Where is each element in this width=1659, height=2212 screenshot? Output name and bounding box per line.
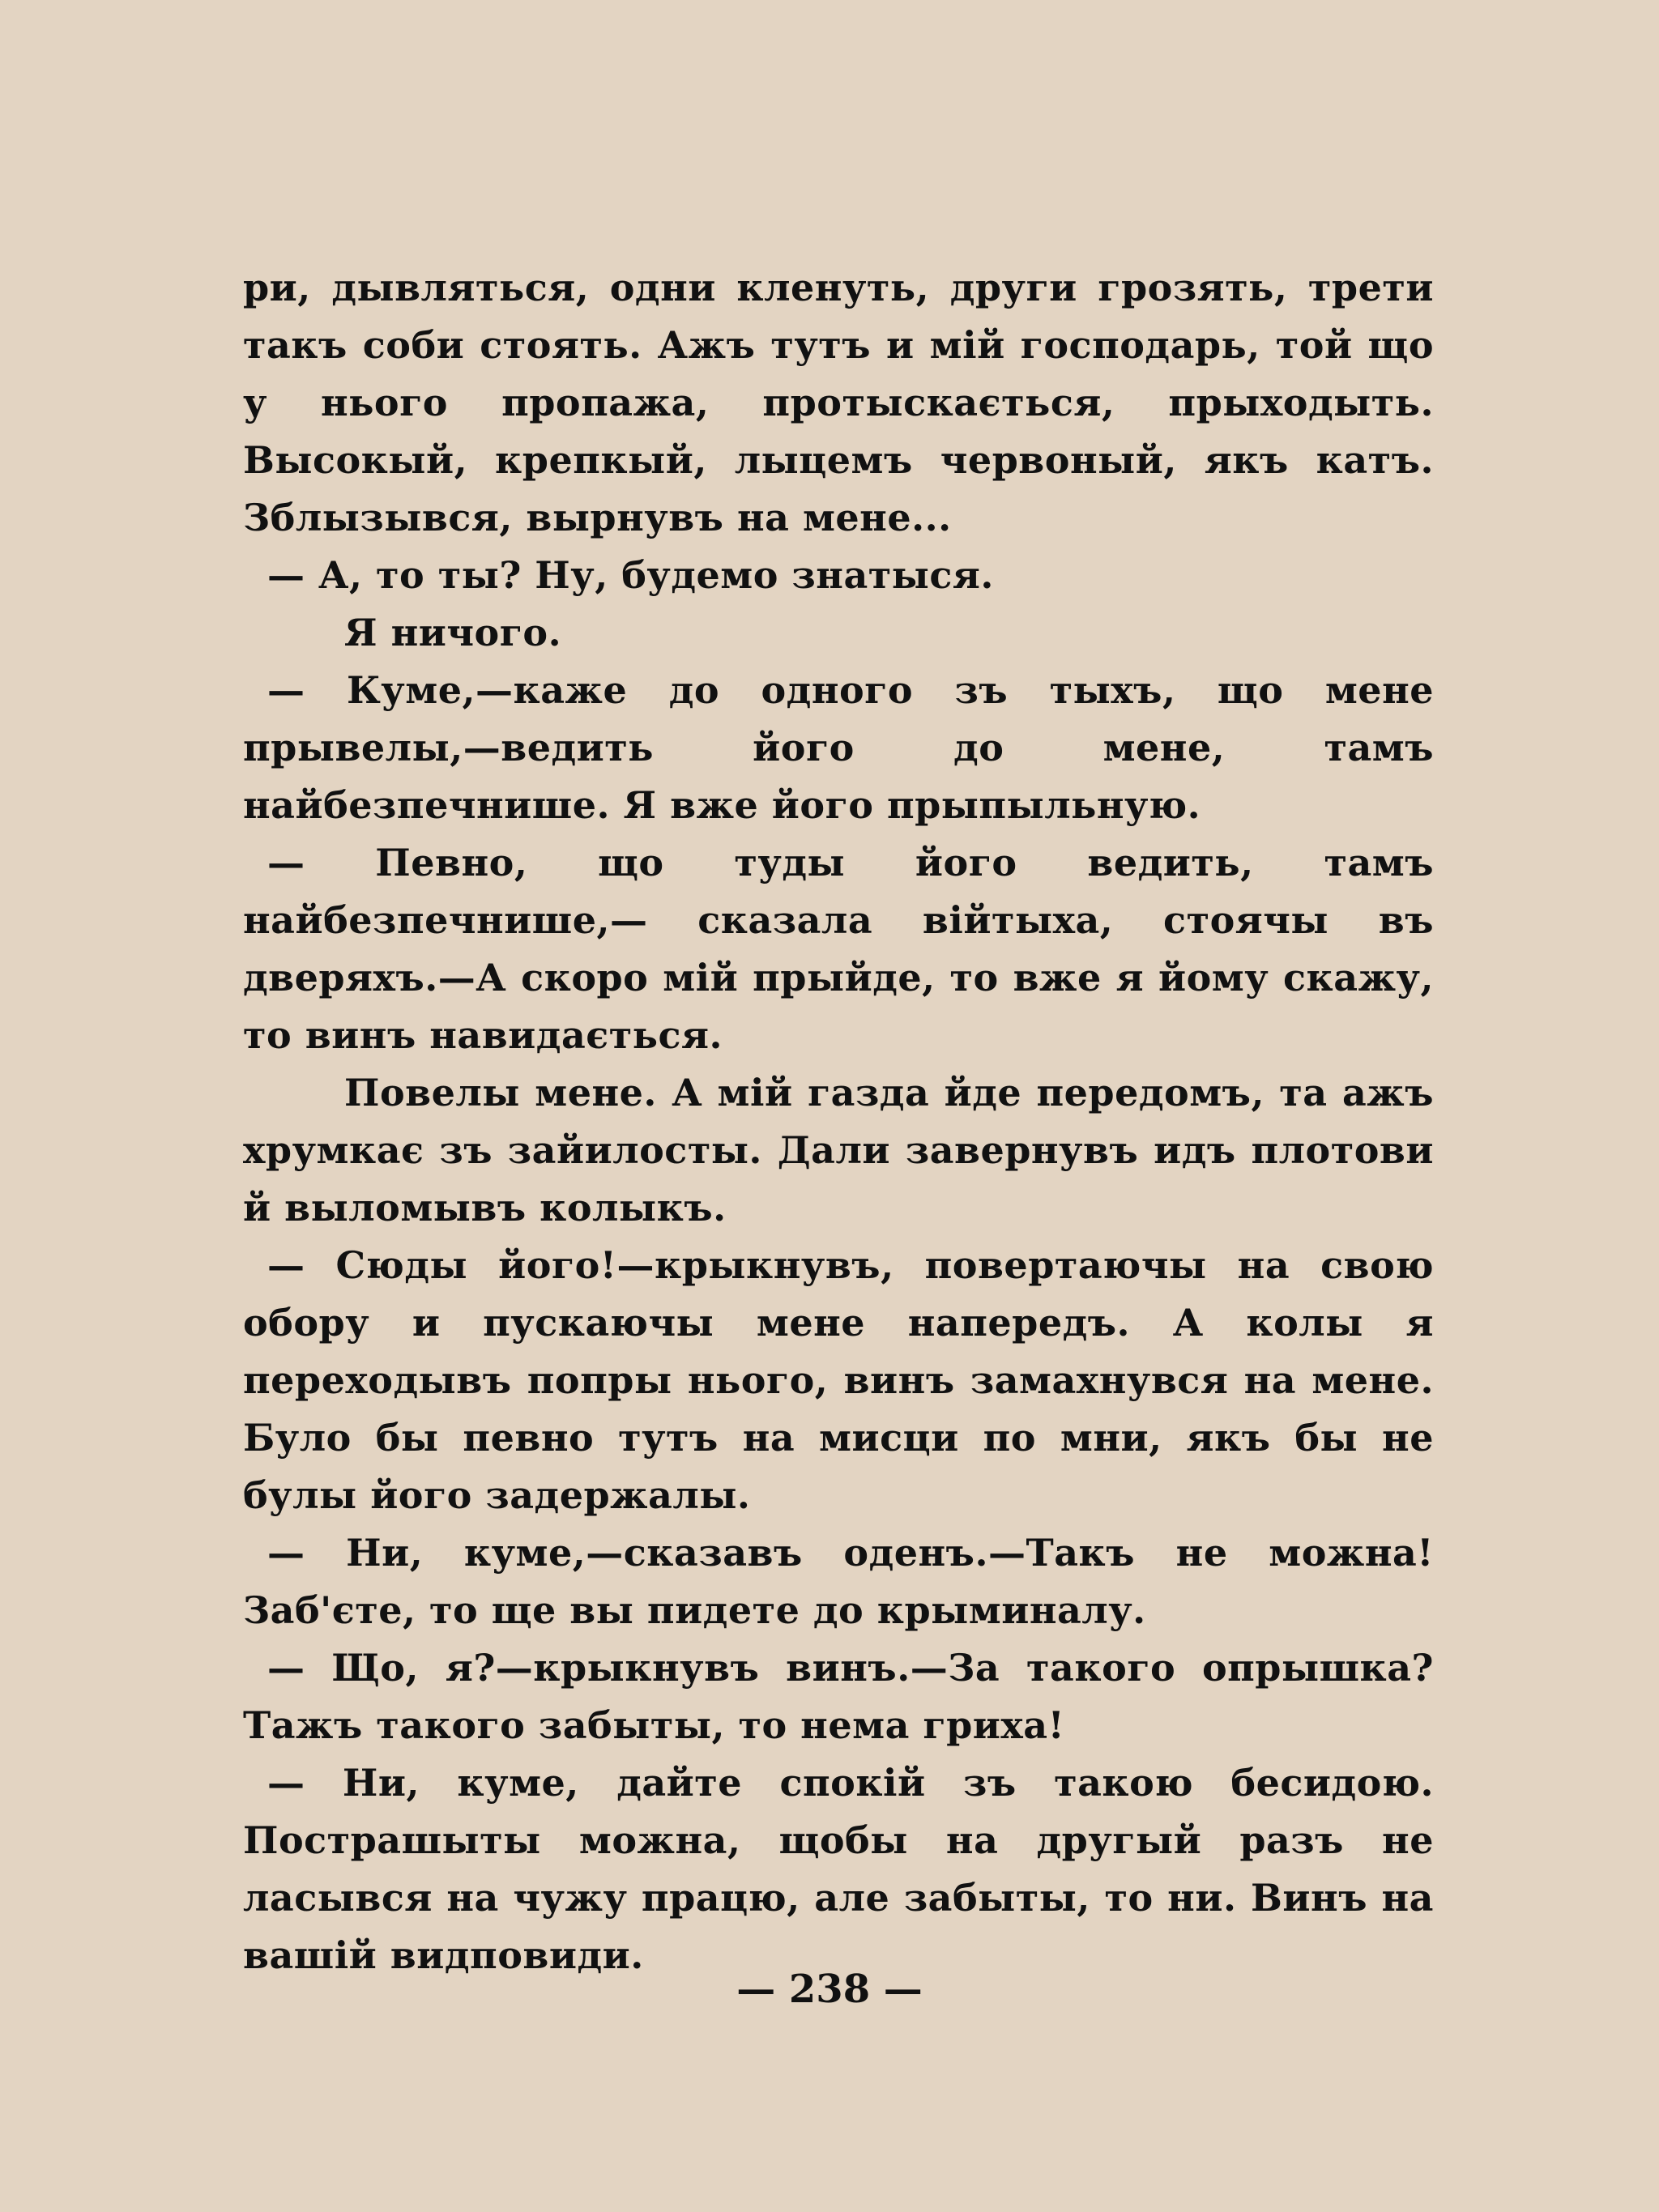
paragraph-1: ри, дывляться, одни кленуть, други грозять, трети такъ соби стоять. Ажъ тутъ и мій господарь, той що у нього пропажа, протыскається, прыходыть. Высокый, крепкый, лыцемъ червоный, якъ катъ. Зблызывся, вырнувъ на мене... bbox=[243, 266, 1434, 539]
paragraph-9: — Що, я?—крыкнувъ винъ.—За такого опрышка? Тажъ такого забыты, то нема гриха! bbox=[243, 1646, 1434, 1747]
paragraph-2: — А, то ты? Ну, будемо знатыся. bbox=[267, 553, 994, 597]
page-text bbox=[243, 259, 1434, 1984]
paragraph-8: — Ни, куме,—сказавъ оденъ.—Такъ не можна! Заб'єте, то ще вы пидете до крыминалу. bbox=[243, 1531, 1434, 1632]
paragraph-4: — Куме,—каже до одного зъ тыхъ, що мене прывелы,—ведить його до мене, тамъ найбезпечнише. Я вже його прыпыльную. bbox=[243, 668, 1434, 827]
paragraph-7: — Сюды його!—крыкнувъ, повертаючы на свою обору и пускаючы мене напередъ. А колы я переходывъ попры нього, винъ замахнувся на мене. Було бы певно тутъ на мисци по мни, якъ бы не булы його задержалы. bbox=[243, 1243, 1434, 1517]
paragraph-6: Повелы мене. А мій газда йде передомъ, та ажъ хрумкає зъ зайилосты. Дали завернувъ идъ плотови й выломывъ колыкъ. bbox=[243, 1071, 1434, 1230]
paragraph-3: Я ничого. bbox=[344, 611, 562, 654]
paragraph-5: — Певно, що туды його ведить, тамъ найбезпечнише,— сказала війтыха, стоячы въ дверяхъ.—А скоро мій прыйде, то вже я йому скажу, то винъ навидається. bbox=[243, 841, 1434, 1057]
page-number: — 238 — bbox=[736, 1967, 923, 2012]
paragraph-10: — Ни, куме, дайте спокій зъ такою бесидою. Пострашыты можна, щобы на другый разъ не ласывся на чужу працю, але забыты, то ни. Винъ на вашій видповиди. bbox=[243, 1761, 1434, 1977]
